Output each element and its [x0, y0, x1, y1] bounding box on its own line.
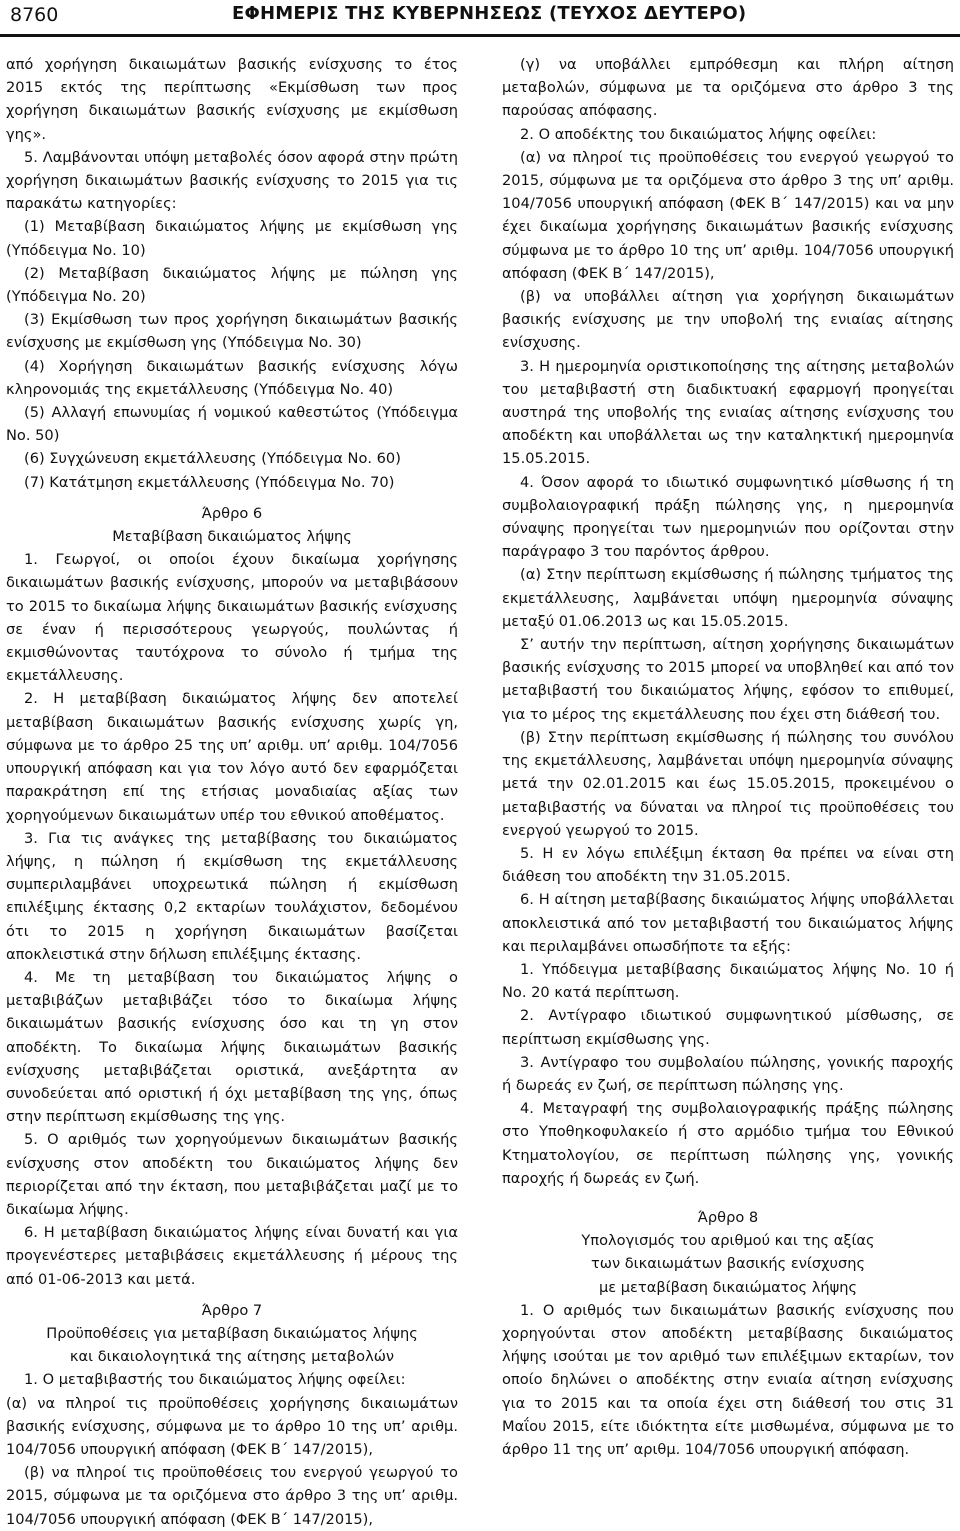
list-item: 3. Αντίγραφο του συμβολαίου πώλησης, γονικής παροχής ή δωρεάς εν ζωή, σε περίπτωση πώλησης γης.	[502, 1053, 954, 1094]
paragraph: 1. Ο αριθμός των δικαιωμάτων βασικής ενίσχυσης που χορηγούνται στον αποδέκτη μεταβίβασης δικαιώματος λήψης ισούται με τον αριθμό των επιλέξιμων εκταρίων, τον οποίο δηλώνει ο αποδέκτης στην ενιαία αίτηση ενίσχυσης για το 2015 και τα οποία έχει στη διάθεσή του στις 31 Μαΐου 2015, είτε ιδιόκτητα είτε μισθωμένα, σύμφωνα με το άρθρο 11 της υπ’ αριθμ. 104/7056 υπουργική απόφαση.	[502, 1301, 954, 1458]
page-header	[0, 0, 960, 34]
paragraph: από χορήγηση δικαιωμάτων βασικής ενίσχυσης το έτος 2015 εκτός της περίπτωσης «Εκμίσθωση των προς χορήγηση δικαιωμάτων βασικής ενίσχυσης με εκμίσθωση γης».	[6, 56, 458, 143]
paragraph: 3. Για τις ανάγκες της μεταβίβασης του δικαιώματος λήψης, η πώληση ή εκμίσθωση της εκμετάλλευσης συμπεριλαμβάνει υποχρεωτικά πώληση ή εκμίσθωση επιλέξιμης έκτασης 0,2 εκταρίων τουλάχιστον, δεδομένου ότι το 2015 η χορήγηση δικαιωμάτων βασίζεται αποκλειστικά στην δήλωση επιλέξιμης έκτασης.	[6, 829, 458, 963]
paragraph: 1. Γεωργοί, οι οποίοι έχουν δικαίωμα χορήγησης δικαιωμάτων βασικής ενίσχυσης, μπορούν να μεταβιβάσουν το 2015 το δικαίωμα λήψης δικαιωμάτων βασικής ενίσχυσης σε έναν ή περισσότερους γεωργούς, πουλώντας ή εκμισθώνοντας ταυτόχρονα το σύνολο ή τμήμα της εκμετάλλευσης.	[6, 551, 458, 685]
paragraph: 4. Όσον αφορά το ιδιωτικό συμφωνητικό μίσθωσης ή τη συμβολαιογραφική πράξη πώλησης γης, η ημερομηνία σύναψης προηγείται των ημερομηνιών που ορίζονται στην παράγραφο 3 του παρόντος άρθρου.	[502, 473, 954, 561]
header-rule	[0, 34, 960, 37]
article-7-number: Άρθρο 7	[201, 1301, 263, 1319]
left-column	[6, 53, 458, 1531]
article-7-title-line1: Προϋποθέσεις για μεταβίβαση δικαιώματος λήψης	[46, 1324, 418, 1342]
list-item: (7) Κατάτμηση εκμετάλλευσης (Υπόδειγμα Νο. 70)	[24, 473, 395, 491]
paragraph: (α) να πληροί τις προϋποθέσεις του ενεργού γεωργού το 2015, σύμφωνα με τα οριζόμενα στο άρθρο 3 της υπ’ αριθμ. 104/7056 υπουργική απόφαση (ΦΕΚ Β΄ 147/2015) και να μην έχει δικαίωμα χορήγησης δικαιωμάτων βασικής ενίσχυσης σύμφωνα με το άρθρο 10 της υπ’ αριθμ. 104/7056 υπουργική απόφαση (ΦΕΚ Β΄ 147/2015),	[502, 148, 954, 282]
right-column	[502, 53, 954, 1461]
paragraph: 5. Η εν λόγω επιλέξιμη έκταση θα πρέπει να είναι στη διάθεση του αποδέκτη την 31.05.2015.	[502, 844, 954, 886]
list-item: (6) Συγχώνευση εκμετάλλευσης (Υπόδειγμα Νο. 60)	[24, 450, 401, 468]
spacer	[502, 1190, 954, 1198]
paragraph: (α) Στην περίπτωση εκμίσθωσης ή πώλησης τμήματος της εκμετάλλευσης, λαμβάνεται υπόψη ημερομηνία σύναψης μεταξύ 01.06.2013 ως και 15.05.2015.	[502, 566, 954, 630]
article-7-title-line2: και δικαιολογητικά της αίτησης μεταβολών	[69, 1348, 395, 1366]
article-8-title-line3: με μεταβίβαση δικαιώματος λήψης	[598, 1278, 858, 1296]
paragraph: 2. Η μεταβίβαση δικαιώματος λήψης δεν αποτελεί μεταβίβαση δικαιωμάτων βασικής ενίσχυσης χωρίς γη, σύμφωνα με το άρθρο 25 της υπ’ αριθμ. υπ’ αριθμ. 104/7056 υπουργική απόφαση και για τον λόγο αυτό δεν εφαρμόζεται παρακράτηση επί της ετήσιας μοναδιαίας αξίας των χορηγούμενων δικαιωμάτων υπέρ του εθνικού αποθέματος.	[6, 690, 458, 824]
paragraph: (α) να πληροί τις προϋποθέσεις χορήγησης δικαιωμάτων βασικής ενίσχυσης, σύμφωνα με το άρθρο 10 της υπ’ αριθμ. 104/7056 υπουργική απόφαση (ΦΕΚ Β΄ 147/2015),	[6, 1394, 458, 1458]
list-item: (4) Χορήγηση δικαιωμάτων βασικής ενίσχυσης λόγω κληρονομιάς της εκμετάλλευσης (Υπόδειγμα Νο. 40)	[6, 357, 458, 398]
page-number: 8760	[10, 4, 59, 26]
paragraph: 3. Η ημερομηνία οριστικοποίησης της αίτησης μεταβολών του μεταβιβαστή στη διαδικτυακή εφαρμογή προηγείται αυστηρά της υποβολής της ενιαίας αίτησης ενίσχυσης του αποδέκτη και υποβάλλεται ως την καταληκτική ημερομηνία 15.05.2015.	[502, 357, 954, 468]
paragraph: (γ) να υποβάλλει εμπρόθεσμη και πλήρη αίτηση μεταβολών, σύμφωνα με τα οριζόμενα στο άρθρο 3 της παρούσας απόφασης.	[502, 56, 954, 120]
list-item: 1. Υπόδειγμα μεταβίβασης δικαιώματος λήψης Νο. 10 ή Νο. 20 κατά περίπτωση.	[502, 960, 954, 1002]
article-8-title-line1: Υπολογισμός του αριθμού και της αξίας	[581, 1232, 875, 1250]
paragraph: (β) Στην περίπτωση εκμίσθωσης ή πώλησης του συνόλου της εκμετάλλευσης, λαμβάνεται υπόψη ημερομηνία σύναψης μετά την 02.01.2015 και έως 15.05.2015, προκειμένου ο μεταβιβαστής να δύναται να πληροί τις προϋποθέσεις του ενεργού γεωργού το 2015.	[502, 728, 954, 839]
paragraph: 4. Με τη μεταβίβαση του δικαιώματος λήψης ο μεταβιβάζων μεταβιβάζει τόσο το δικαίωμα λήψης δικαιωμάτων βασικής ενίσχυσης όσο και τη γη στον αποδέκτη. Το δικαίωμα λήψης δικαιωμάτων βασικής ενίσχυσης μεταβιβάζεται οριστικά, ανεξάρτητα αν συνοδεύεται από οριστική ή όχι μεταβίβαση της γης, όπως στην περίπτωση εκμίσθωσης της γης.	[6, 968, 458, 1126]
article-8-number: Άρθρο 8	[697, 1208, 759, 1226]
paragraph: 6. Η αίτηση μεταβίβασης δικαιώματος λήψης υποβάλλεται αποκλειστικά από τον μεταβιβαστή του δικαιώματος λήψης και περιλαμβάνει οπωσδήποτε τα εξής:	[502, 891, 954, 955]
article-6-number: Άρθρο 6	[201, 504, 263, 522]
paragraph: 6. Η μεταβίβαση δικαιώματος λήψης είναι δυνατή και για προγενέστερες μεταβιβάσεις εκμετάλλευσης ή μέρους της από 01-06-2013 και μετά.	[6, 1224, 458, 1288]
paragraph: 5. Λαμβάνονται υπόψη μεταβολές όσον αφορά στην πρώτη χορήγηση δικαιωμάτων βασικής ενίσχυσης το 2015 για τις παρακάτω κατηγορίες:	[6, 148, 458, 213]
list-item: (1) Μεταβίβαση δικαιώματος λήψης με εκμίσθωση γης (Υπόδειγμα Νο. 10)	[6, 218, 458, 259]
article-6-title: Μεταβίβαση δικαιώματος λήψης	[112, 528, 352, 546]
list-item: 4. Μεταγραφή της συμβολαιογραφικής πράξης πώλησης στο Υποθηκοφυλακείο ή στο αρμόδιο τμήμα του Εθνικού Κτηματολογίου, σε περίπτωση πώλησης γης, γονικής παροχής ή δωρεάς εν ζωή.	[502, 1100, 954, 1187]
list-item: (5) Αλλαγή επωνυμίας ή νομικού καθεστώτος (Υπόδειγμα Νο. 50)	[6, 404, 458, 445]
list-item: 2. Αντίγραφο ιδιωτικού συμφωνητικού μίσθωσης, σε περίπτωση εκμίσθωσης γης.	[502, 1007, 954, 1048]
paragraph: 2. Ο αποδέκτης του δικαιώματος λήψης οφείλει:	[520, 125, 877, 143]
article-8-title-line2: των δικαιωμάτων βασικής ενίσχυσης	[590, 1255, 866, 1273]
list-item: (2) Μεταβίβαση δικαιώματος λήψης με πώληση γης (Υπόδειγμα Νο. 20)	[6, 264, 458, 306]
paragraph: (β) να πληροί τις προϋποθέσεις του ενεργού γεωργού το 2015, σύμφωνα με τα οριζόμενα στο άρθρο 3 της υπ’ αριθμ. 104/7056 υπουργική απόφαση (ΦΕΚ Β΄ 147/2015),	[6, 1464, 458, 1528]
paragraph: 5. Ο αριθμός των χορηγούμενων δικαιωμάτων βασικής ενίσχυσης στον αποδέκτη του δικαιώματος λήψης δεν περιορίζεται από την έκταση, που μεταβιβάζεται μαζί με το δικαίωμα λήψης.	[6, 1131, 458, 1218]
paragraph: 1. Ο μεταβιβαστής του δικαιώματος λήψης οφείλει:	[24, 1371, 406, 1389]
paragraph: (β) να υποβάλλει αίτηση για χορήγηση δικαιωμάτων βασικής ενίσχυσης με την υποβολή της ενιαίας αίτησης ενίσχυσης.	[502, 288, 954, 352]
journal-title: ΕΦΗΜΕΡΙΣ ΤΗΣ ΚΥΒΕΡΝΗΣΕΩΣ (ΤΕΥΧΟΣ ΔΕΥΤΕΡΟ)	[232, 3, 747, 24]
paragraph: Σ’ αυτήν την περίπτωση, αίτηση χορήγησης δικαιωμάτων βασικής ενίσχυσης το 2015 μπορεί να υποβληθεί και από τον μεταβιβαστή του δικαιώματος λήψης, εφόσον το επιθυμεί, για το μέρος της εκμετάλλευσης που έχει στη διάθεσή του.	[502, 636, 954, 723]
list-item: (3) Εκμίσθωση των προς χορήγηση δικαιωμάτων βασικής ενίσχυσης με εκμίσθωση γης (Υπόδειγμα Νο. 30)	[6, 311, 458, 352]
